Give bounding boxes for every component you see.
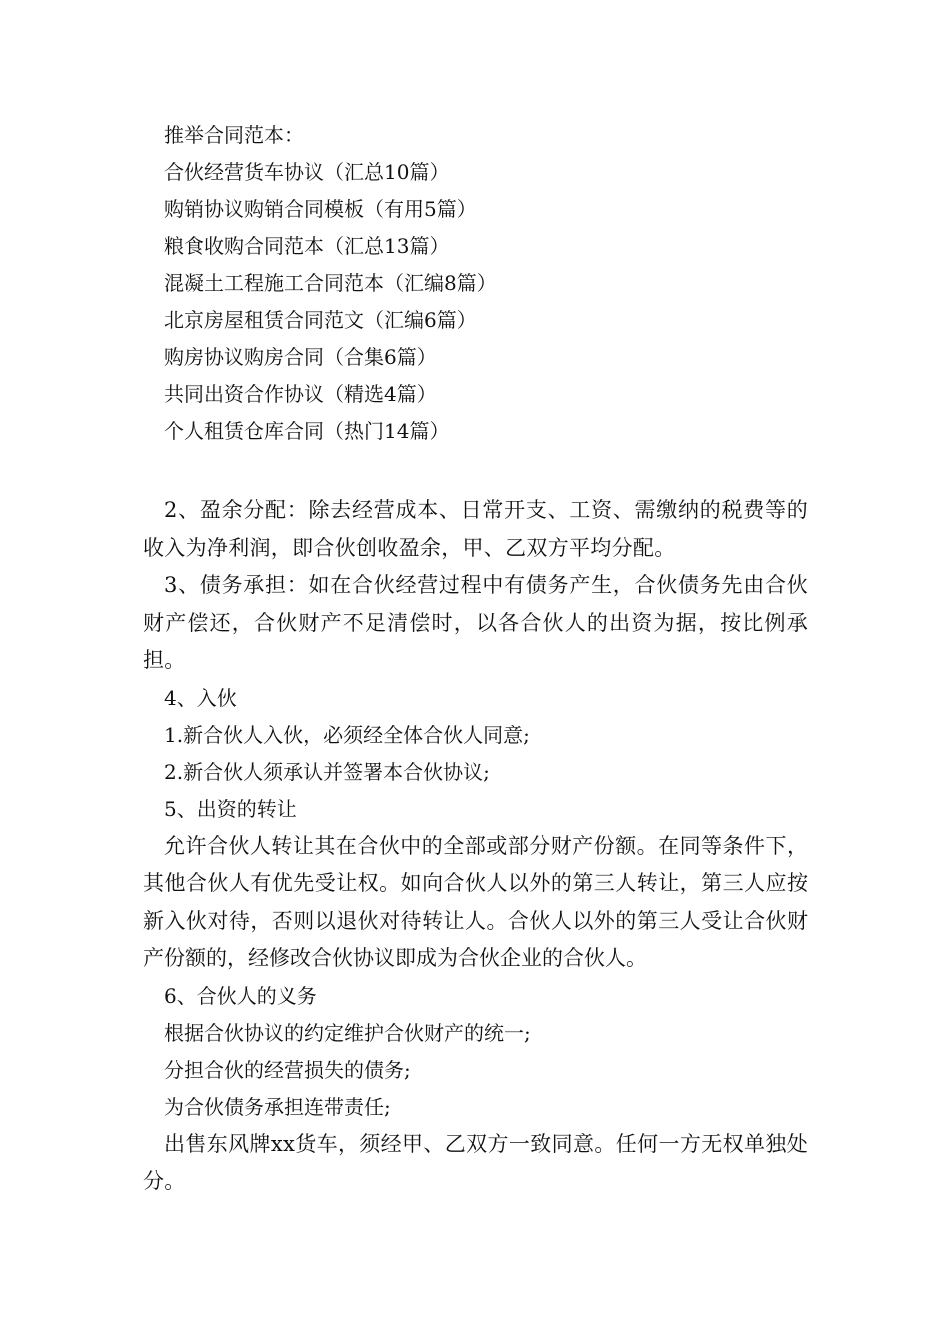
recommend-link-3[interactable]: 粮食收购合同范本（汇总13篇） — [164, 234, 450, 258]
clause-profit-distribution: 2、盈余分配：除去经营成本、日常开支、工资、需缴纳的税费等的收入为净利润，即合伙创收盈余，甲、乙双方平均分配。 — [143, 498, 808, 560]
recommend-link-6[interactable]: 购房协议购房合同（合集6篇） — [164, 345, 437, 369]
clause-heading-obligations: 6、合伙人的义务 — [164, 983, 317, 1008]
recommend-heading: 推举合同范本： — [164, 123, 304, 147]
recommend-link-7[interactable]: 共同出资合作协议（精选4篇） — [164, 382, 437, 406]
obligation-item-1: 根据合伙协议的约定维护合伙财产的统一; — [164, 1020, 531, 1045]
recommend-link-2[interactable]: 购销协议购销合同模板（有用5篇） — [164, 197, 477, 221]
clause-heading-admission: 4、入伙 — [164, 685, 237, 710]
recommend-link-8[interactable]: 个人租赁仓库合同（热门14篇） — [164, 419, 450, 443]
recommend-list — [143, 154, 808, 450]
clause-transfer-text: 允许合伙人转让其在合伙中的全部或部分财产份额。在同等条件下，其他合伙人有优先受让权。如向合伙人以外的第三人转让，第三人应按新入伙对待，否则以退伙对待转让人。合伙人以外的第三人受让合伙财产份额的，经修改合伙协议即成为合伙企业的合伙人。 — [143, 833, 808, 970]
clause-debt-bearing: 3、债务承担：如在合伙经营过程中有债务产生，合伙债务先由合伙财产偿还，合伙财产不足清偿时，以各合伙人的出资为据，按比例承担。 — [143, 573, 808, 672]
admission-item-2: 2.新合伙人须承认并签署本合伙协议; — [164, 759, 490, 784]
document-content — [143, 117, 808, 1201]
obligation-item-2: 分担合伙的经营损失的债务; — [164, 1057, 411, 1082]
admission-item-1: 1.新合伙人入伙，必须经全体合伙人同意; — [164, 722, 530, 747]
recommend-link-1[interactable]: 合伙经营货车协议（汇总10篇） — [164, 160, 450, 184]
clause-heading-transfer: 5、出资的转让 — [164, 796, 297, 821]
recommend-link-4[interactable]: 混凝土工程施工合同范本（汇编8篇） — [164, 271, 497, 295]
recommend-link-5[interactable]: 北京房屋租赁合同范文（汇编6篇） — [164, 308, 477, 332]
obligation-item-4: 出售东风牌xx货车，须经甲、乙双方一致同意。任何一方无权单独处分。 — [143, 1131, 808, 1193]
obligation-item-3: 为合伙债务承担连带责任; — [164, 1094, 391, 1119]
section-gap — [143, 450, 808, 492]
